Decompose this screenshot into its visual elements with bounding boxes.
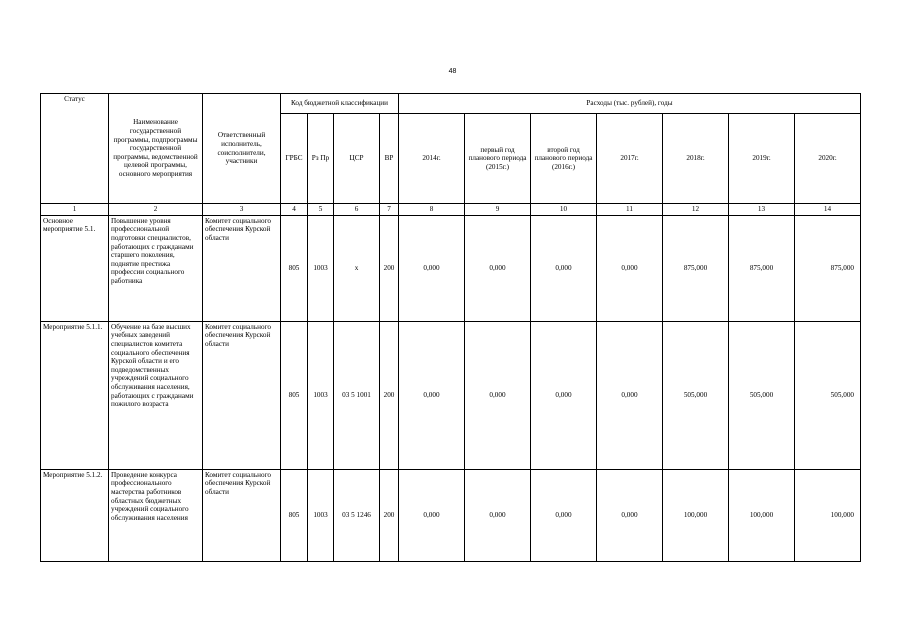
column-number: 3 bbox=[203, 204, 281, 216]
row-executor: Комитет социального обеспечения Курской области bbox=[203, 321, 281, 469]
column-number: 11 bbox=[597, 204, 663, 216]
column-number: 6 bbox=[334, 204, 380, 216]
column-number: 12 bbox=[663, 204, 729, 216]
header-2018: 2018г. bbox=[663, 114, 729, 204]
row-value-2019: 505,000 bbox=[729, 321, 795, 469]
header-executor: Ответственный исполнитель, соисполнители, участники bbox=[203, 94, 281, 204]
row-value-2015: 0,000 bbox=[465, 469, 531, 561]
row-vr: 200 bbox=[380, 321, 399, 469]
row-value-2019: 875,000 bbox=[729, 215, 795, 321]
header-2020: 2020г. bbox=[795, 114, 861, 204]
header-vr: ВР bbox=[380, 114, 399, 204]
header-2014: 2014г. bbox=[399, 114, 465, 204]
header-status: Статус bbox=[41, 94, 109, 204]
row-executor: Комитет социального обеспечения Курской области bbox=[203, 469, 281, 561]
header-2019: 2019г. bbox=[729, 114, 795, 204]
row-status: Мероприятие 5.1.1. bbox=[41, 321, 109, 469]
row-value-2017: 0,000 bbox=[597, 469, 663, 561]
row-value-2015: 0,000 bbox=[465, 321, 531, 469]
row-name: Проведение конкурса профессионального мастерства работников областных бюджетных учреждений социального обслуживания населения bbox=[109, 469, 203, 561]
header-2015: первый год планового периода (2015г.) bbox=[465, 114, 531, 204]
column-number: 14 bbox=[795, 204, 861, 216]
row-value-2017: 0,000 bbox=[597, 215, 663, 321]
row-value-2014: 0,000 bbox=[399, 215, 465, 321]
row-rzpr: 1003 bbox=[308, 321, 334, 469]
row-vr: 200 bbox=[380, 215, 399, 321]
column-number: 2 bbox=[109, 204, 203, 216]
row-rzpr: 1003 bbox=[308, 215, 334, 321]
row-grbs: 805 bbox=[281, 215, 308, 321]
row-value-2014: 0,000 bbox=[399, 469, 465, 561]
row-value-2018: 505,000 bbox=[663, 321, 729, 469]
row-value-2020: 875,000 bbox=[795, 215, 861, 321]
budget-table bbox=[40, 93, 861, 562]
row-value-2016: 0,000 bbox=[531, 321, 597, 469]
row-value-2017: 0,000 bbox=[597, 321, 663, 469]
header-name: Наименование государственной программы, подпрограммы государственной программы, ведомственной целевой программы, основного мероприятия bbox=[109, 94, 203, 204]
header-2017: 2017г. bbox=[597, 114, 663, 204]
table-row bbox=[41, 469, 861, 561]
row-value-2014: 0,000 bbox=[399, 321, 465, 469]
header-expenses: Расходы (тыс. рублей), годы bbox=[399, 94, 861, 114]
row-value-2020: 505,000 bbox=[795, 321, 861, 469]
row-executor: Комитет социального обеспечения Курской области bbox=[203, 215, 281, 321]
header-rzpr: Рз Пр bbox=[308, 114, 334, 204]
row-value-2016: 0,000 bbox=[531, 469, 597, 561]
table-row bbox=[41, 321, 861, 469]
row-status: Мероприятие 5.1.2. bbox=[41, 469, 109, 561]
row-value-2018: 100,000 bbox=[663, 469, 729, 561]
header-budget-code: Код бюджетной классификации bbox=[281, 94, 399, 114]
page-number: 48 bbox=[448, 68, 457, 75]
row-value-2018: 875,000 bbox=[663, 215, 729, 321]
row-value-2016: 0,000 bbox=[531, 215, 597, 321]
column-number: 9 bbox=[465, 204, 531, 216]
column-number: 13 bbox=[729, 204, 795, 216]
header-csr: ЦСР bbox=[334, 114, 380, 204]
row-value-2019: 100,000 bbox=[729, 469, 795, 561]
row-csr: 03 5 1246 bbox=[334, 469, 380, 561]
column-number: 10 bbox=[531, 204, 597, 216]
column-number: 8 bbox=[399, 204, 465, 216]
row-grbs: 805 bbox=[281, 469, 308, 561]
row-name: Обучение на базе высших учебных заведений специалистов комитета социального обеспечения Курской области и его подведомственных учреждений социального обслуживания населения, работающих с гражданами пожилого возраста bbox=[109, 321, 203, 469]
column-number-row bbox=[41, 204, 861, 216]
column-number: 5 bbox=[308, 204, 334, 216]
table-row bbox=[41, 215, 861, 321]
row-status: Основное мероприятие 5.1. bbox=[41, 215, 109, 321]
row-value-2020: 100,000 bbox=[795, 469, 861, 561]
row-vr: 200 bbox=[380, 469, 399, 561]
header-row-1 bbox=[41, 94, 861, 114]
column-number: 1 bbox=[41, 204, 109, 216]
row-grbs: 805 bbox=[281, 321, 308, 469]
header-grbs: ГРБС bbox=[281, 114, 308, 204]
row-rzpr: 1003 bbox=[308, 469, 334, 561]
header-2016: второй год планового периода (2016г.) bbox=[531, 114, 597, 204]
row-csr: х bbox=[334, 215, 380, 321]
column-number: 4 bbox=[281, 204, 308, 216]
column-number: 7 bbox=[380, 204, 399, 216]
row-csr: 03 5 1001 bbox=[334, 321, 380, 469]
row-value-2015: 0,000 bbox=[465, 215, 531, 321]
row-name: Повышение уровня профессиональной подготовки специалистов, работающих с гражданами старшего поколения, поднятие престижа профессии социального работника bbox=[109, 215, 203, 321]
